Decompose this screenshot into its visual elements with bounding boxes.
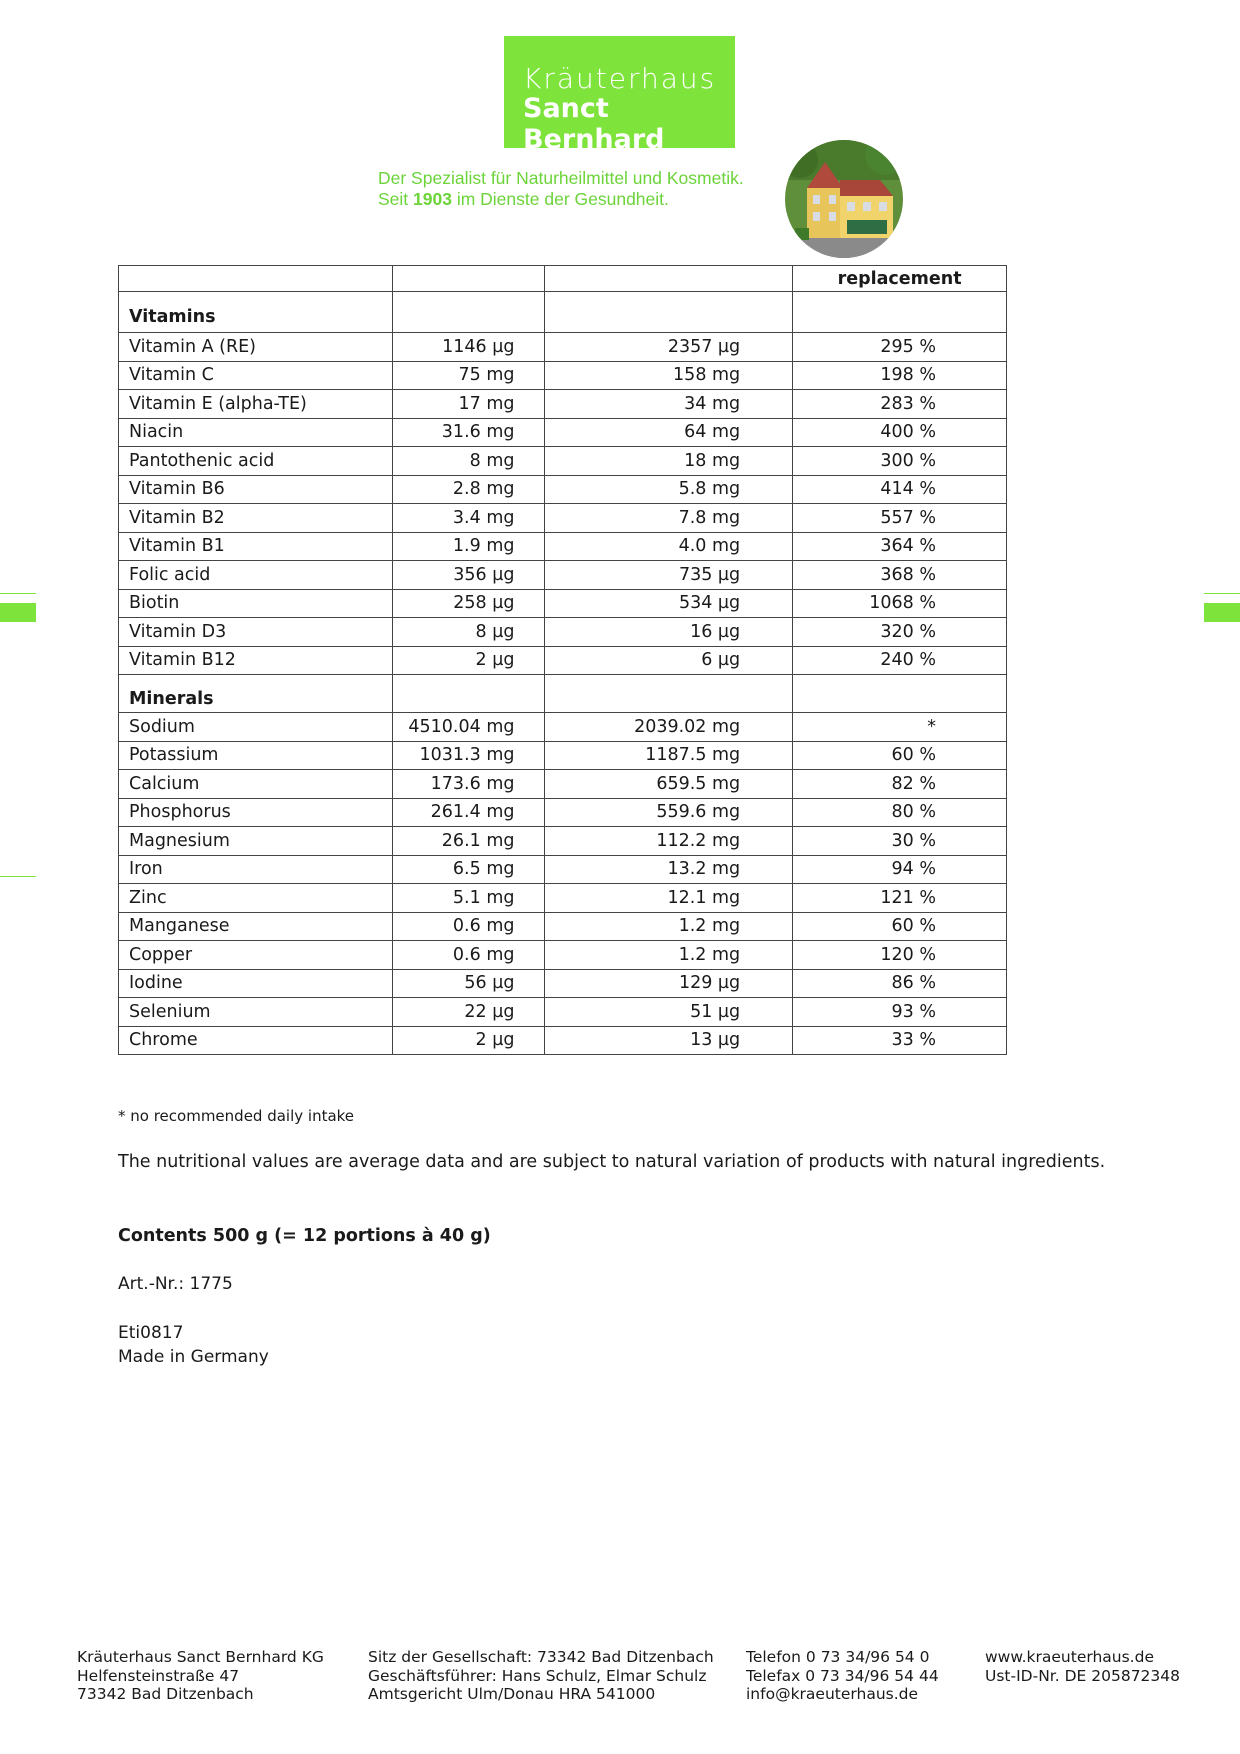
tagline-line-2: Seit 1903 im Dienste der Gesundheit. [378,189,669,209]
value-per-portion: 3.4 mg [392,504,545,533]
nutrient-name: Magnesium [119,827,393,856]
daily-replacement: 121 % [793,884,1007,913]
table-row [119,646,1007,675]
crop-mark [0,603,36,622]
value-per-100g: 659.5 mg [545,770,793,799]
table-row [119,361,1007,390]
value-per-portion: 1.9 mg [392,532,545,561]
nutrient-name: Vitamin C [119,361,393,390]
value-per-100g: 1.2 mg [545,912,793,941]
section-title-vitamins: Vitamins [119,292,393,333]
made-in: Made in Germany [118,1347,269,1367]
table-row [119,770,1007,799]
nutrient-name: Selenium [119,998,393,1027]
table-row [119,532,1007,561]
value-per-portion: 261.4 mg [392,798,545,827]
footer-legal [368,1648,714,1704]
nutrient-name: Vitamin E (alpha-TE) [119,390,393,419]
nutrient-name: Niacin [119,418,393,447]
value-per-portion: 75 mg [392,361,545,390]
nutrient-name: Vitamin B2 [119,504,393,533]
footer-vat-id: Ust-ID-Nr. DE 205872348 [985,1666,1180,1685]
contents-line: Contents 500 g (= 12 portions à 40 g) [118,1226,491,1246]
table-row [119,589,1007,618]
logo-line-1: Kräuterhaus [523,62,717,95]
value-per-portion: 6.5 mg [392,855,545,884]
value-per-100g: 18 mg [545,447,793,476]
footer-website-link[interactable]: www.kraeuterhaus.de [985,1648,1154,1666]
nutrition-table [118,265,1007,1055]
value-per-100g: 158 mg [545,361,793,390]
footer-line: Sitz der Gesellschaft: 73342 Bad Ditzenbach [368,1648,714,1666]
value-per-100g: 112.2 mg [545,827,793,856]
nutrient-name: Copper [119,941,393,970]
table-row [119,741,1007,770]
crop-mark [0,593,36,594]
nutrient-name: Vitamin D3 [119,618,393,647]
daily-replacement: 94 % [793,855,1007,884]
value-per-100g: 6 µg [545,646,793,675]
footer-fax: Telefax 0 73 34/96 54 44 [746,1666,939,1685]
eti-code: Eti0817 [118,1323,184,1343]
tagline-year: 1903 [413,189,452,209]
tagline [378,168,744,210]
value-per-100g: 735 µg [545,561,793,590]
value-per-portion: 0.6 mg [392,912,545,941]
logo-line-2: Sanct Bernhard [523,93,665,155]
daily-replacement: 93 % [793,998,1007,1027]
nutrient-name: Calcium [119,770,393,799]
value-per-portion: 258 µg [392,589,545,618]
daily-replacement: 60 % [793,741,1007,770]
nutrient-name: Folic acid [119,561,393,590]
value-per-portion: 356 µg [392,561,545,590]
daily-replacement: 86 % [793,969,1007,998]
table-row [119,418,1007,447]
table-row [119,969,1007,998]
daily-replacement: 33 % [793,1026,1007,1055]
value-per-100g: 51 µg [545,998,793,1027]
table-row [119,998,1007,1027]
table-row [119,447,1007,476]
header-cell-replacement: replacement [793,266,1007,292]
daily-replacement: 414 % [793,475,1007,504]
nutrient-name: Sodium [119,713,393,742]
table-row [119,912,1007,941]
nutrient-name: Iron [119,855,393,884]
nutrient-name: Vitamin A (RE) [119,333,393,362]
value-per-portion: 26.1 mg [392,827,545,856]
daily-replacement: 368 % [793,561,1007,590]
header-cell [392,266,545,292]
value-per-100g: 16 µg [545,618,793,647]
nutrient-name: Iodine [119,969,393,998]
daily-replacement: 295 % [793,333,1007,362]
footer-company [77,1648,324,1704]
daily-replacement: 364 % [793,532,1007,561]
footnote: * no recommended daily intake [118,1107,355,1125]
value-per-portion: 5.1 mg [392,884,545,913]
daily-replacement: 60 % [793,912,1007,941]
value-per-100g: 64 mg [545,418,793,447]
daily-replacement: 240 % [793,646,1007,675]
value-per-100g: 13 µg [545,1026,793,1055]
table-row [119,1026,1007,1055]
table-row [119,561,1007,590]
value-per-portion: 31.6 mg [392,418,545,447]
daily-replacement: 300 % [793,447,1007,476]
value-per-portion: 22 µg [392,998,545,1027]
value-per-100g: 559.6 mg [545,798,793,827]
table-row [119,941,1007,970]
table-row [119,475,1007,504]
footer-contact [746,1648,939,1704]
nutrient-name: Vitamin B1 [119,532,393,561]
value-per-100g: 34 mg [545,390,793,419]
value-per-100g: 1187.5 mg [545,741,793,770]
value-per-portion: 8 µg [392,618,545,647]
table-header-row [119,266,1007,292]
value-per-portion: 1031.3 mg [392,741,545,770]
value-per-portion: 2.8 mg [392,475,545,504]
nutrient-name: Potassium [119,741,393,770]
table-row [119,884,1007,913]
table-row [119,504,1007,533]
daily-replacement: 1068 % [793,589,1007,618]
section-row-vitamins [119,292,1007,333]
footer-web [985,1648,1180,1685]
building-photo [785,140,903,258]
nutrient-name: Vitamin B12 [119,646,393,675]
nutrient-name: Phosphorus [119,798,393,827]
table-row [119,333,1007,362]
table-row [119,855,1007,884]
value-per-100g: 5.8 mg [545,475,793,504]
value-per-100g: 534 µg [545,589,793,618]
nutrient-name: Manganese [119,912,393,941]
value-per-portion: 4510.04 mg [392,713,545,742]
header-cell [119,266,393,292]
footer-line: Amtsgericht Ulm/Donau HRA 541000 [368,1685,656,1703]
daily-replacement: 198 % [793,361,1007,390]
table-row [119,827,1007,856]
article-number: Art.-Nr.: 1775 [118,1274,233,1294]
nutrient-name: Biotin [119,589,393,618]
crop-mark [0,876,36,877]
table-row [119,798,1007,827]
nutrient-name: Vitamin B6 [119,475,393,504]
value-per-portion: 56 µg [392,969,545,998]
value-per-portion: 173.6 mg [392,770,545,799]
table-row [119,390,1007,419]
section-row-minerals [119,675,1007,713]
section-title-minerals: Minerals [119,675,393,713]
footer-line: 73342 Bad Ditzenbach [77,1685,254,1703]
value-per-portion: 2 µg [392,646,545,675]
brand-logo [504,36,735,155]
daily-replacement: 400 % [793,418,1007,447]
crop-mark [1204,603,1240,622]
value-per-100g: 7.8 mg [545,504,793,533]
value-per-100g: 1.2 mg [545,941,793,970]
daily-replacement: 80 % [793,798,1007,827]
nutrient-name: Zinc [119,884,393,913]
table-row [119,713,1007,742]
header-cell [545,266,793,292]
crop-mark [1204,593,1240,594]
value-per-portion: 0.6 mg [392,941,545,970]
daily-replacement: 557 % [793,504,1007,533]
footer-line: Helfensteinstraße 47 [77,1666,240,1685]
daily-replacement: 120 % [793,941,1007,970]
value-per-portion: 2 µg [392,1026,545,1055]
value-per-100g: 2357 µg [545,333,793,362]
tagline-line-1: Der Spezialist für Naturheilmittel und Kosmetik. [378,168,744,188]
nutrient-name: Pantothenic acid [119,447,393,476]
value-per-portion: 8 mg [392,447,545,476]
value-per-portion: 17 mg [392,390,545,419]
table-row [119,618,1007,647]
nutrient-name: Chrome [119,1026,393,1055]
footer-line: Geschäftsführer: Hans Schulz, Elmar Schulz [368,1666,707,1685]
nutrition-note: The nutritional values are average data and are subject to natural variation of products with natural ingredients. [118,1152,1106,1172]
daily-replacement: 283 % [793,390,1007,419]
value-per-100g: 2039.02 mg [545,713,793,742]
value-per-portion: 1146 µg [392,333,545,362]
footer-email-link[interactable]: info@kraeuterhaus.de [746,1685,919,1703]
daily-replacement: 30 % [793,827,1007,856]
value-per-100g: 129 µg [545,969,793,998]
daily-replacement: * [793,713,1007,742]
daily-replacement: 82 % [793,770,1007,799]
value-per-100g: 13.2 mg [545,855,793,884]
value-per-100g: 12.1 mg [545,884,793,913]
footer-line: Kräuterhaus Sanct Bernhard KG [77,1648,324,1666]
daily-replacement: 320 % [793,618,1007,647]
footer-phone: Telefon 0 73 34/96 54 0 [746,1648,930,1666]
value-per-100g: 4.0 mg [545,532,793,561]
